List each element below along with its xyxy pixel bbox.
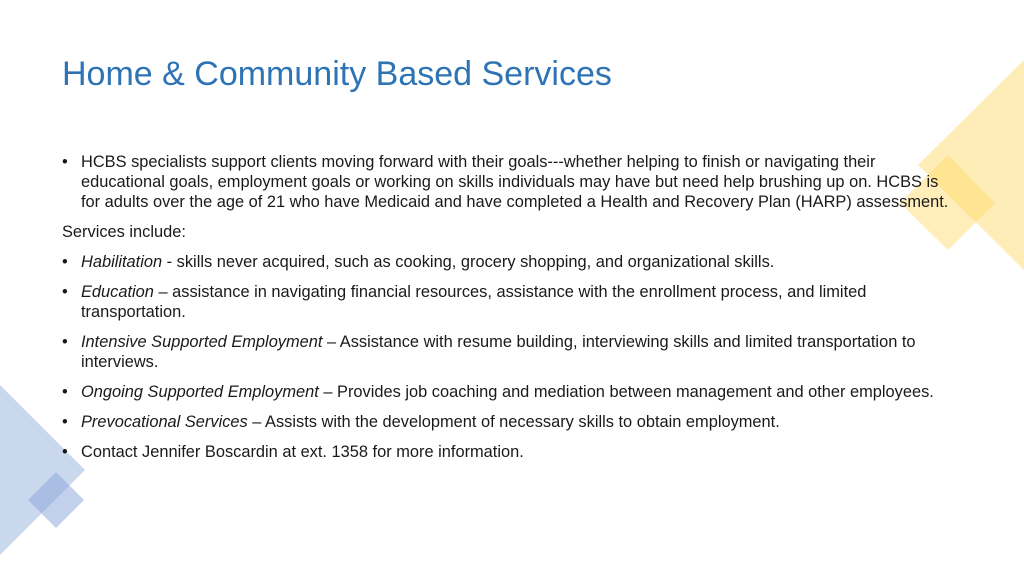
contact-bullet xyxy=(62,442,962,462)
service-description: - skills never acquired, such as cooking, grocery shopping, and organizational skills. xyxy=(162,253,775,271)
service-term: Habilitation xyxy=(81,253,163,271)
bullet-icon: • xyxy=(62,333,68,351)
service-description: – assistance in navigating financial resources, assistance with the enrollment process, and limited transportation. xyxy=(81,283,867,321)
contact-text: Contact Jennifer Boscardin at ext. 1358 for more information. xyxy=(81,443,524,461)
page-title: Home & Community Based Services xyxy=(62,55,612,93)
service-description: – Assistance with resume building, interviewing skills and limited transportation to interviews. xyxy=(81,333,916,371)
bullet-icon: • xyxy=(62,443,68,461)
service-term: Education xyxy=(81,283,154,301)
service-description: – Provides job coaching and mediation between management and other employees. xyxy=(318,383,934,401)
intro-text: HCBS specialists support clients moving forward with their goals---whether helping to finish or navigating their educational goals, employment goals or working on skills individuals may have but need help brushing up on. HCBS is for adults over the age of 21 who have Medicaid and have completed a Health and Recovery Plan (HARP) assessment. xyxy=(81,153,949,211)
service-term: Ongoing Supported Employment xyxy=(81,383,319,401)
service-item xyxy=(62,412,962,432)
bullet-icon: • xyxy=(62,383,68,401)
service-item xyxy=(62,332,962,372)
service-item xyxy=(62,282,962,322)
bullet-icon: • xyxy=(62,283,68,301)
service-description: – Assists with the development of necessary skills to obtain employment. xyxy=(247,413,780,431)
service-item xyxy=(62,252,962,272)
bullet-icon: • xyxy=(62,153,68,171)
bullet-icon: • xyxy=(62,413,68,431)
service-term: Intensive Supported Employment xyxy=(81,333,323,351)
services-heading: Services include: xyxy=(62,223,186,241)
bullet-icon: • xyxy=(62,253,68,271)
slide-body xyxy=(62,152,962,472)
service-term: Prevocational Services xyxy=(81,413,248,431)
service-item xyxy=(62,382,962,402)
intro-bullet xyxy=(62,152,962,212)
